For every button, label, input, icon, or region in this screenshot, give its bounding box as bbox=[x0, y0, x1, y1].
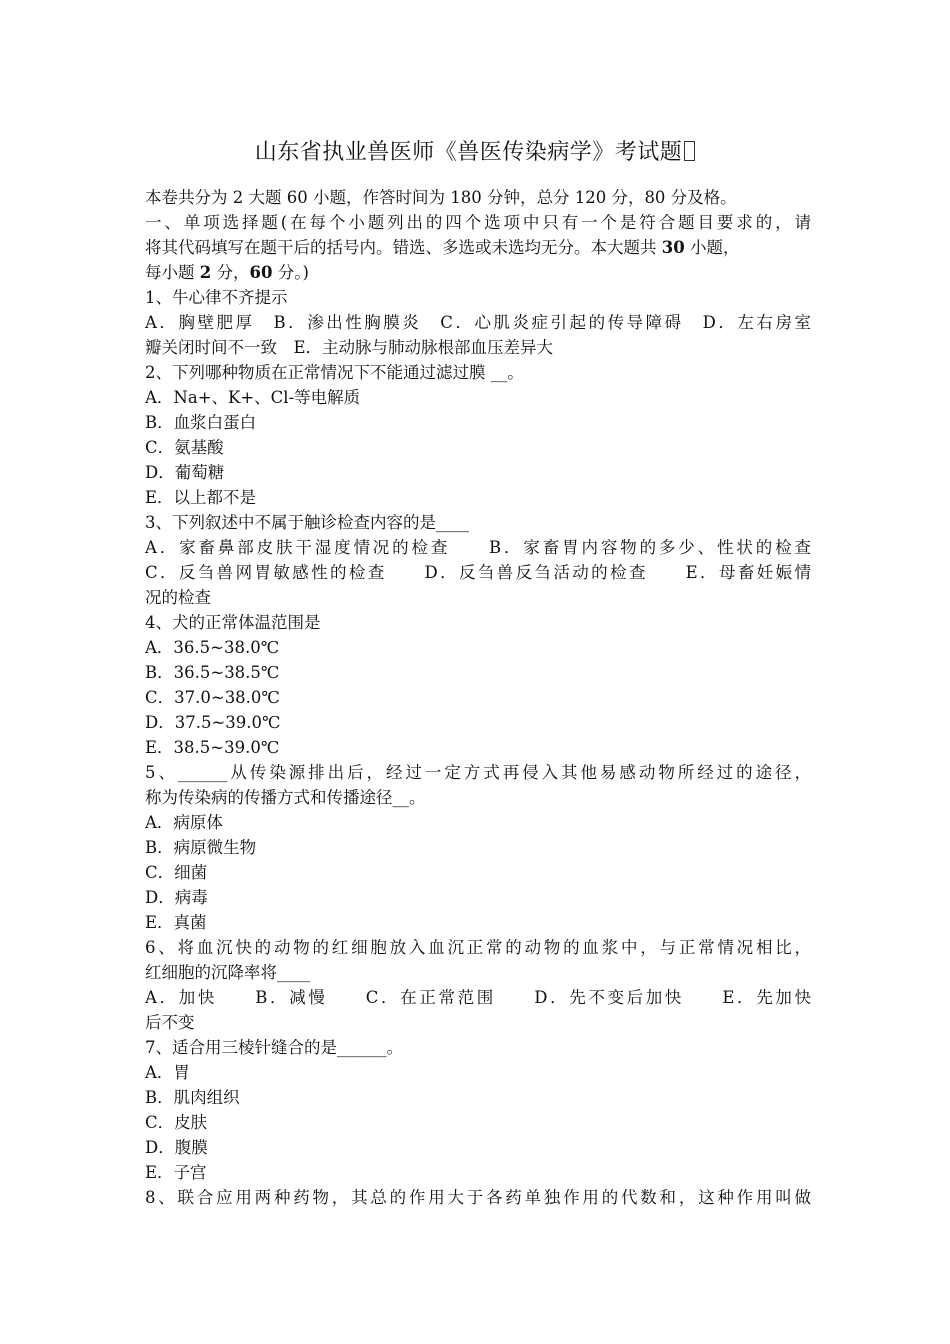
text-line: D．病毒 bbox=[145, 888, 208, 907]
text-line: 况的检查 bbox=[145, 588, 211, 607]
text-line: C．皮肤 bbox=[145, 1113, 208, 1132]
document-body bbox=[145, 185, 811, 1210]
text-line: A．Na+、K+、Cl-等电解质 bbox=[145, 388, 361, 407]
text-line: E．以上都不是 bbox=[145, 488, 257, 507]
text-line: 称为传染病的传播方式和传播途径__。 bbox=[145, 788, 426, 807]
question-stem: 8、联合应用两种药物，其总的作用大于各药单独作用的代数和，这种作用叫做 bbox=[145, 1188, 811, 1207]
question-stem: 5、______从传染源排出后，经过一定方式再侵入其他易感动物所经过的途径， bbox=[145, 763, 811, 782]
text-line: A．胃 bbox=[145, 1063, 190, 1082]
box-glyph-icon bbox=[684, 141, 695, 161]
text-line: A．36.5~38.0℃ bbox=[145, 638, 280, 657]
text-line: C．氨基酸 bbox=[145, 438, 224, 457]
question-stem: 7、适合用三棱针缝合的是______。 bbox=[145, 1038, 403, 1057]
text-line: E．子宫 bbox=[145, 1163, 207, 1182]
section-header-line-3: 每小题 2 分，60 分。) bbox=[145, 263, 309, 282]
document-title bbox=[0, 137, 950, 169]
question-stem: 4、犬的正常体温范围是 bbox=[145, 613, 321, 632]
text-line: A．加快 B．减慢 C．在正常范围 D．先不变后加快 E．先加快 bbox=[145, 988, 811, 1007]
intro-line: 本卷共分为 2 大题 60 小题，作答时间为 180 分钟，总分 120 分，80 分及格。 bbox=[145, 188, 737, 207]
text-line: 瓣关闭时间不一致 E．主动脉与肺动脉根部血压差异大 bbox=[145, 338, 554, 357]
text-line: B．血浆白蛋白 bbox=[145, 413, 257, 432]
text-line: C．反刍兽网胃敏感性的检查 D．反刍兽反刍活动的检查 E．母畜妊娠情 bbox=[145, 563, 811, 582]
question-stem: 1、牛心律不齐提示 bbox=[145, 288, 288, 307]
question-list bbox=[145, 285, 811, 1210]
text-line: 后不变 bbox=[145, 1013, 195, 1032]
text-line: D．腹膜 bbox=[145, 1138, 208, 1157]
text-line: A．胸壁肥厚 B．渗出性胸膜炎 C．心肌炎症引起的传导障碍 D．左右房室 bbox=[145, 313, 811, 332]
text-line: C．37.0~38.0℃ bbox=[145, 688, 280, 707]
text-line: A．家畜鼻部皮肤干湿度情况的检查 B．家畜胃内容物的多少、性状的检查 bbox=[145, 538, 811, 557]
text-line: B．36.5~38.5℃ bbox=[145, 663, 280, 682]
text-line: B．肌肉组织 bbox=[145, 1088, 240, 1107]
text-line: D．葡萄糖 bbox=[145, 463, 225, 482]
question-stem: 2、下列哪种物质在正常情况下不能通过滤过膜 __。 bbox=[145, 363, 524, 382]
section-header-line-2: 将其代码填写在题干后的括号内。错选、多选或未选均无分。本大题共 30 小题， bbox=[145, 238, 740, 257]
text-line: E．真菌 bbox=[145, 913, 207, 932]
text-line: D．37.5~39.0℃ bbox=[145, 713, 281, 732]
question-stem: 6、将血沉快的动物的红细胞放入血沉正常的动物的血浆中，与正常情况相比， bbox=[145, 938, 811, 957]
section-header-line-1: 一、单项选择题(在每个小题列出的四个选项中只有一个是符合题目要求的，请 bbox=[145, 213, 811, 232]
title-text: 山东省执业兽医师《兽医传染病学》考试题 bbox=[254, 140, 683, 165]
text-line: A．病原体 bbox=[145, 813, 223, 832]
text-line: B．病原微生物 bbox=[145, 838, 257, 857]
question-stem: 3、下列叙述中不属于触诊检查内容的是____ bbox=[145, 513, 469, 532]
text-line: E．38.5~39.0℃ bbox=[145, 738, 280, 757]
text-line: 红细胞的沉降率将____ bbox=[145, 963, 310, 982]
text-line: C．细菌 bbox=[145, 863, 208, 882]
